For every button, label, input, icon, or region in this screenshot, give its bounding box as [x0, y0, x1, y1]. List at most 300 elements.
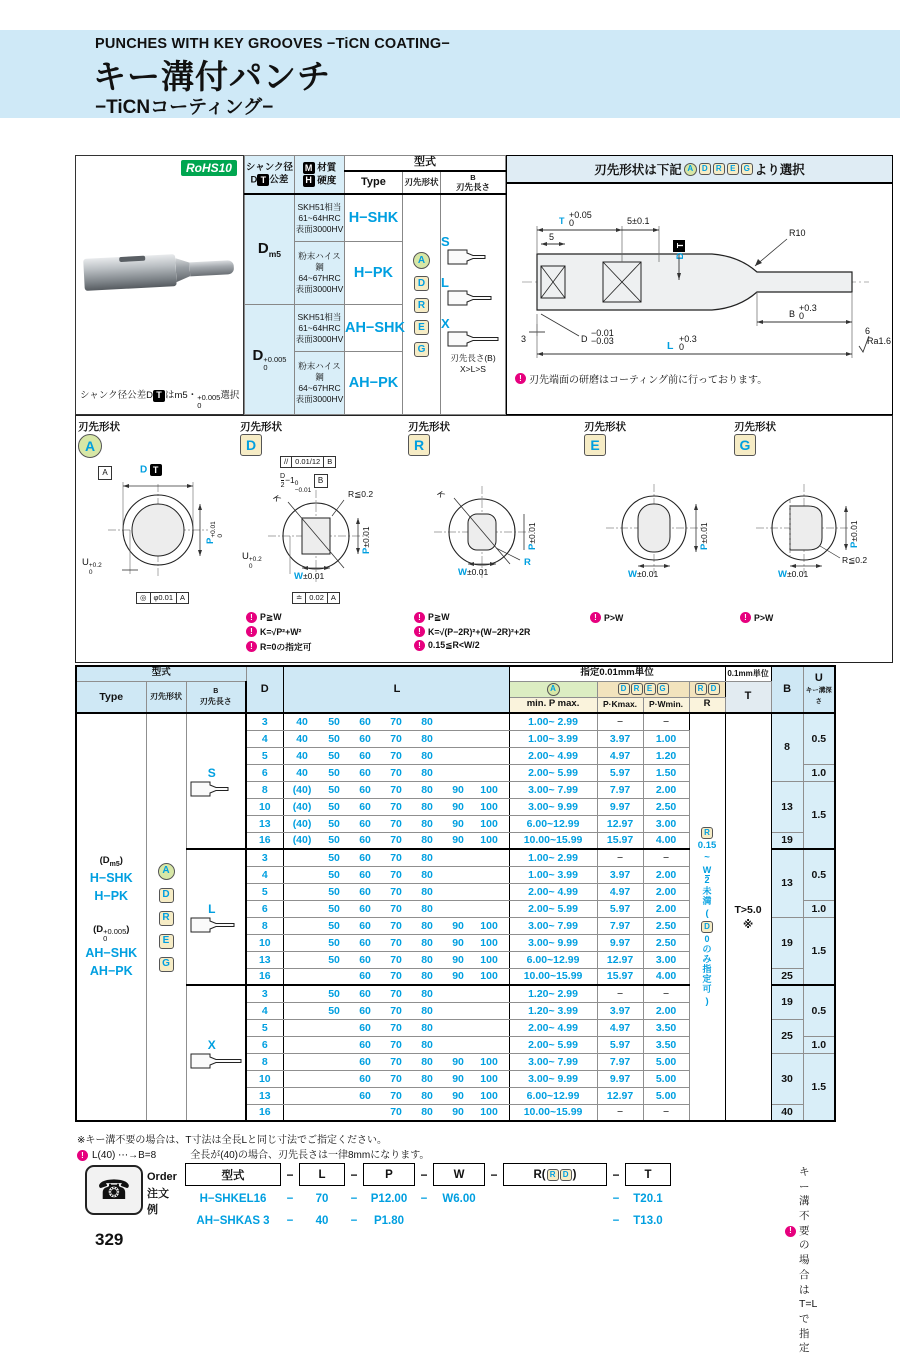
- shape-badge-a: A: [547, 683, 560, 696]
- l-values: 50 60 70 80 90 100: [283, 934, 509, 951]
- svg-text:6: 6: [865, 326, 871, 336]
- shape-badge-e: E: [584, 434, 606, 456]
- shank-dm5: $D_{m5}$: [244, 194, 294, 305]
- b-value: 19: [771, 985, 803, 1019]
- care-icon: !: [590, 612, 601, 623]
- col-header-u: U キー溝深さ: [803, 666, 835, 713]
- p-kmax-value: 9.97: [597, 934, 643, 951]
- l-values: 60 70 80 90 100: [283, 1070, 509, 1087]
- l-values: 40 50 60 70 80: [283, 747, 509, 764]
- tip-length-note: 刃先長さ(B) X>L>S: [450, 352, 496, 374]
- care-icon: !: [414, 612, 425, 623]
- shape-badge-d: D: [159, 888, 174, 903]
- p-kmax-value: 15.97: [597, 832, 643, 849]
- main-table: [75, 665, 836, 1122]
- p-range: 1.00~ 3.99: [509, 866, 597, 883]
- p-range: 3.00~ 9.99: [509, 1070, 597, 1087]
- tip-note: ! P>W: [740, 612, 889, 623]
- col-header-l: L: [283, 666, 509, 713]
- punch-length-icon: [190, 917, 242, 933]
- shape-badge-a: A: [158, 863, 175, 880]
- care-icon: !: [246, 612, 257, 623]
- p-wmin-value: 3.00: [643, 815, 689, 832]
- p-kmax-value: 5.97: [597, 764, 643, 781]
- shape-badge-e: E: [159, 934, 174, 949]
- p-kmax-value: 9.97: [597, 1070, 643, 1087]
- order-example-value: −: [286, 1215, 294, 1227]
- type-h-pk: H−PK: [344, 242, 402, 305]
- d-value: 3: [246, 849, 283, 866]
- p-range: 6.00~12.99: [509, 951, 597, 968]
- col-header-rd-badges: [689, 681, 725, 697]
- p-wmin-value: 2.50: [643, 934, 689, 951]
- p-kmax-value: 7.97: [597, 781, 643, 798]
- material-cell: SKH51相当 61~64HRC 表面3000HV: [294, 194, 344, 242]
- svg-text:−0.01: −0.01: [591, 328, 614, 338]
- p-range: 2.00~ 4.99: [509, 883, 597, 900]
- u-value: 0.5: [803, 849, 835, 900]
- u-value: 1.5: [803, 917, 835, 985]
- order-note: ! キー溝不要の場合は T=Lで指定: [785, 1165, 817, 1356]
- care-icon: !: [246, 641, 257, 652]
- top-section: [75, 155, 893, 415]
- coating-note: ! 刃先端面の研磨はコーティング前に行っております。: [515, 371, 767, 386]
- t-condition-column: T>5.0 ※: [725, 713, 771, 1121]
- tip-card-g: 刃先形状 G P±0.01 W±0.01 R≦0.2 ! P>W: [732, 416, 891, 662]
- p-kmax-value: 3.97: [597, 1002, 643, 1019]
- u-value: 0.5: [803, 985, 835, 1036]
- tip-note: ! K=√P²+W²: [246, 626, 404, 637]
- shape-badge-d: D: [414, 276, 429, 291]
- p-range: 2.00~ 4.99: [509, 747, 597, 764]
- tip-length-group-s: S: [186, 713, 246, 849]
- d-value: 13: [246, 951, 283, 968]
- order-format-row: 型式 − L − P − W − R( R D ) − T: [185, 1163, 671, 1186]
- order-example-value: P12.00: [370, 1193, 408, 1205]
- tip-note: ! P≧W: [246, 612, 404, 623]
- p-kmax-value: 3.97: [597, 866, 643, 883]
- type-label: (D +0.005 0 ): [93, 923, 130, 944]
- col-header-tip-shape: 刃先形状: [146, 681, 186, 713]
- rohs-badge: RoHS10: [181, 160, 237, 176]
- tip-note: ! K=√(P−2R)²+(W−2R)²+2R: [414, 626, 580, 637]
- p-range: 2.00~ 5.99: [509, 1036, 597, 1053]
- p-range: 1.00~ 2.99: [509, 849, 597, 866]
- tip-length-options: [440, 194, 505, 415]
- shape-badge-e: E: [727, 163, 739, 175]
- p-range: 2.00~ 5.99: [509, 900, 597, 917]
- d-value: 8: [246, 1053, 283, 1070]
- l-values: 50 60 70 80: [283, 1002, 509, 1019]
- shape-badge-d: D: [560, 1169, 572, 1181]
- l-values: 70 80 90 100: [283, 1104, 509, 1121]
- shape-badge-a: A: [413, 252, 430, 269]
- u-value: 1.0: [803, 1036, 835, 1053]
- p-wmin-value: 2.50: [643, 917, 689, 934]
- d-value: 6: [246, 1036, 283, 1053]
- shape-badge-r: R: [631, 683, 643, 695]
- p-kmax-value: 12.97: [597, 1087, 643, 1104]
- svg-text:+0.3: +0.3: [799, 303, 817, 313]
- l-values: 60 70 80 90 100: [283, 968, 509, 985]
- l-values: 40 50 60 70 80: [283, 730, 509, 747]
- l-values: 40 50 60 70 80: [283, 764, 509, 781]
- shape-badge-g: G: [657, 683, 669, 695]
- b-value: 40: [771, 1104, 803, 1121]
- footnote-2: ! L(40) ⋯→B=8 全長が(40)の場合、刃先長さは一律8mmになります。: [77, 1148, 429, 1163]
- p-range: 3.00~ 9.99: [509, 934, 597, 951]
- tip-length-x: X: [447, 316, 499, 347]
- p-kmax-value: 3.97: [597, 730, 643, 747]
- spec-header-type: Type: [344, 171, 402, 194]
- col-header-t: T: [725, 681, 771, 713]
- order-example-value: −: [350, 1193, 358, 1205]
- p-kmax-value: 7.97: [597, 1053, 643, 1070]
- l-values: 50 60 70 80: [283, 849, 509, 866]
- header-band: [0, 30, 900, 118]
- d-value: 4: [246, 1002, 283, 1019]
- u-value: 0.5: [803, 713, 835, 764]
- order-example-value: T13.0: [633, 1215, 663, 1227]
- product-photo: [75, 155, 244, 415]
- svg-text:0: 0: [799, 311, 805, 321]
- col-header-unit01: 0.1mm単位: [725, 666, 771, 681]
- punch-photo-image: [83, 247, 235, 299]
- tip-shape-badges: [402, 194, 440, 415]
- type-label: $(D_{m5})$: [99, 855, 123, 869]
- shape-badge-a: A: [684, 163, 697, 176]
- p-wmin-value: 5.00: [643, 1070, 689, 1087]
- punch-length-icon: [447, 290, 499, 306]
- footnote-1: ※キー溝不要の場合は、T寸法は全長Lと同じ寸法でご指定ください。: [77, 1135, 388, 1146]
- care-icon: !: [414, 640, 425, 651]
- care-icon: !: [785, 1226, 796, 1237]
- order-example-value: AH−SHKAS 3: [196, 1215, 270, 1227]
- order-example-value: −: [612, 1215, 620, 1227]
- spec-header-material: M 材質 H 硬度: [294, 156, 344, 195]
- u-value: 1.5: [803, 1053, 835, 1121]
- d-value: 5: [246, 747, 283, 764]
- shape-badge-e: E: [644, 683, 656, 695]
- order-box: T: [625, 1163, 671, 1186]
- u-value: 1.0: [803, 900, 835, 917]
- p-kmax-value: −: [597, 849, 643, 866]
- p-wmin-value: 3.50: [643, 1036, 689, 1053]
- punch-length-icon: [447, 249, 499, 265]
- m-badge-icon: M: [303, 162, 315, 174]
- r-range-column: R 0.15 ~ W 2 未満 ( D 0のみ指定可 ): [689, 713, 725, 1121]
- tip-note: ! P>W: [590, 612, 730, 623]
- order-example-value: W6.00: [442, 1193, 476, 1205]
- d-value: 13: [246, 1087, 283, 1104]
- p-wmin-value: 4.00: [643, 968, 689, 985]
- tip-shape-badge-column: [146, 713, 186, 1121]
- b-value: 19: [771, 917, 803, 968]
- p-kmax-value: −: [597, 985, 643, 1002]
- p-kmax-value: 12.97: [597, 951, 643, 968]
- b-value: 25: [771, 968, 803, 985]
- l-values: 40 50 60 70 80: [283, 713, 509, 730]
- drawing-title: 刃先形状は下記 A D R E G より選択: [507, 156, 892, 184]
- col-header-tip-length: B 刃先長さ: [186, 681, 246, 713]
- p-kmax-value: 5.97: [597, 1036, 643, 1053]
- shape-badge-g: G: [734, 434, 756, 456]
- shank-d0005: D +0.005 0: [244, 305, 294, 415]
- p-wmin-value: 2.50: [643, 798, 689, 815]
- l-values: (40) 50 60 70 80 90 100: [283, 832, 509, 849]
- tip-card-d: 刃先形状 D // 0.01/12 B $\frac{D}{2}$ −1 0 −0.01 B R≦0.2 K P±0.01 W±0.01 U +0.2 0 ≐ 0.02 A ! P≧W ! K=√P²+W² ! R=0の指定可: [238, 416, 406, 662]
- phone-icon: ☎: [85, 1165, 143, 1215]
- col-header-p-kmax: P·Kmax.: [597, 697, 643, 713]
- l-values: 50 60 70 80 90 100: [283, 917, 509, 934]
- svg-text:+0.05: +0.05: [569, 210, 592, 220]
- l-values: 50 60 70 80: [283, 866, 509, 883]
- shape-badge-d: D: [701, 921, 713, 933]
- order-box: W: [433, 1163, 485, 1186]
- l-values: 50 60 70 80: [283, 985, 509, 1002]
- l-values: 50 60 70 80 90 100: [283, 951, 509, 968]
- svg-text:D: D: [675, 252, 686, 260]
- svg-text:0: 0: [679, 342, 685, 352]
- h-badge-icon: H: [303, 175, 315, 187]
- l-values: 60 70 80: [283, 1036, 509, 1053]
- d-value: 16: [246, 832, 283, 849]
- care-icon: !: [414, 626, 425, 637]
- l-values: 60 70 80: [283, 1019, 509, 1036]
- p-range: 10.00~15.99: [509, 1104, 597, 1121]
- d-value: 8: [246, 781, 283, 798]
- d-value: 5: [246, 883, 283, 900]
- order-example-value: −: [420, 1193, 428, 1205]
- shape-badge-g: G: [741, 163, 753, 175]
- order-box: P: [363, 1163, 415, 1186]
- p-range: 3.00~ 7.99: [509, 1053, 597, 1070]
- care-icon: !: [740, 612, 751, 623]
- col-header-d: D: [246, 666, 283, 713]
- p-wmin-value: 2.00: [643, 900, 689, 917]
- p-range: 10.00~15.99: [509, 832, 597, 849]
- d-value: 3: [246, 985, 283, 1002]
- material-cell: SKH51相当 61~64HRC 表面3000HV: [294, 305, 344, 352]
- tip-length-s: S: [447, 234, 499, 265]
- order-box-r: R( R D ): [503, 1163, 607, 1186]
- table-row: [76, 713, 835, 730]
- u-value: 1.0: [803, 764, 835, 781]
- shape-badge-r: R: [701, 827, 713, 839]
- punch-length-icon: [190, 1053, 242, 1069]
- spec-header-tip-length: B 刃先長さ: [440, 171, 505, 194]
- type-h-shk: H−SHK: [344, 194, 402, 242]
- p-wmin-value: −: [643, 849, 689, 866]
- shape-badge-r: R: [159, 911, 174, 926]
- p-wmin-value: −: [643, 985, 689, 1002]
- l-values: 60 70 80 90 100: [283, 1053, 509, 1070]
- material-cell: 粉末ハイス鋼 64~67HRC 表面3000HV: [294, 242, 344, 305]
- p-wmin-value: 2.00: [643, 1002, 689, 1019]
- order-example-value: −: [350, 1215, 358, 1227]
- svg-text:5: 5: [549, 232, 555, 242]
- p-range: 3.00~ 9.99: [509, 798, 597, 815]
- d-value: 10: [246, 798, 283, 815]
- b-value: 25: [771, 1019, 803, 1053]
- b-value: 19: [771, 832, 803, 849]
- shape-badge-r: R: [695, 683, 707, 695]
- col-header-type: Type: [76, 681, 146, 713]
- shape-badge-e: E: [414, 320, 429, 335]
- care-icon: !: [515, 373, 526, 384]
- shape-badge-r: R: [547, 1169, 559, 1181]
- p-kmax-value: 7.97: [597, 917, 643, 934]
- datum-a: A: [98, 466, 112, 480]
- col-header-r: R: [689, 697, 725, 713]
- p-wmin-value: 1.20: [643, 747, 689, 764]
- shape-badge-r: R: [713, 163, 725, 175]
- tip-length-group-l: L: [186, 849, 246, 985]
- spec-header-tip-shape: 刃先形状: [402, 171, 440, 194]
- order-box: L: [299, 1163, 345, 1186]
- d-value: 3: [246, 713, 283, 730]
- type-label: AH−SHK: [85, 946, 138, 961]
- order-example-row: [185, 1193, 671, 1205]
- p-wmin-value: 2.00: [643, 866, 689, 883]
- spec-header-model: 型式: [344, 156, 505, 171]
- shape-badge-r: R: [408, 434, 430, 456]
- shape-badge-g: G: [414, 342, 429, 357]
- t-badge-icon: T: [150, 464, 162, 476]
- col-header-unit001: 指定0.01mm単位: [509, 666, 725, 681]
- p-wmin-value: 4.00: [643, 832, 689, 849]
- page-subtitle: −TiCNコーティング−: [95, 97, 274, 118]
- p-range: 3.00~ 7.99: [509, 781, 597, 798]
- type-label: H−SHK: [89, 871, 133, 886]
- order-example-value: −: [612, 1193, 620, 1205]
- p-kmax-value: −: [597, 713, 643, 730]
- svg-text:−0.03: −0.03: [591, 336, 614, 346]
- order-example-value: P1.80: [373, 1215, 405, 1227]
- p-range: 1.20~ 3.99: [509, 1002, 597, 1019]
- shape-badge-a: A: [78, 434, 102, 458]
- b-value: 13: [771, 849, 803, 917]
- d-value: 4: [246, 866, 283, 883]
- svg-text:Ra1.6: Ra1.6: [867, 336, 892, 346]
- svg-text:R10: R10: [789, 228, 806, 238]
- type-ah-shk: AH−SHK: [344, 305, 402, 352]
- dimension-drawing: [506, 155, 893, 415]
- l-values: 50 60 70 80: [283, 900, 509, 917]
- shape-badge-d: D: [618, 683, 630, 695]
- l-values: (40) 50 60 70 80 90 100: [283, 781, 509, 798]
- p-range: 3.00~ 7.99: [509, 917, 597, 934]
- l-values: (40) 50 60 70 80 90 100: [283, 798, 509, 815]
- order-example-value: 70: [315, 1193, 329, 1205]
- p-wmin-value: −: [643, 1104, 689, 1121]
- tip-note: ! R=0の指定可: [246, 640, 404, 653]
- order-box: 型式: [185, 1163, 281, 1186]
- punch-length-icon: [190, 781, 242, 797]
- svg-text:+0.3: +0.3: [679, 334, 697, 344]
- order-example-row: [185, 1215, 671, 1227]
- p-range: 6.00~12.99: [509, 1087, 597, 1104]
- p-range: 1.00~ 3.99: [509, 730, 597, 747]
- p-range: 10.00~15.99: [509, 968, 597, 985]
- svg-text:D: D: [581, 334, 588, 344]
- l-values: (40) 50 60 70 80 90 100: [283, 815, 509, 832]
- p-wmin-value: 2.00: [643, 883, 689, 900]
- order-example-value: T20.1: [633, 1193, 663, 1205]
- type-column: [76, 713, 146, 1121]
- p-wmin-value: 1.00: [643, 730, 689, 747]
- order-label: Order 注文例: [147, 1171, 177, 1216]
- shape-badge-g: G: [159, 957, 174, 972]
- order-example-value: −: [286, 1193, 294, 1205]
- svg-text:L: L: [667, 340, 674, 352]
- spec-table: [244, 155, 506, 415]
- p-kmax-value: −: [597, 1104, 643, 1121]
- page-title: キー溝付パンチ: [93, 58, 331, 95]
- col-header-p-wmin: P·Wmin.: [643, 697, 689, 713]
- type-label: H−PK: [94, 888, 129, 903]
- p-wmin-value: −: [643, 713, 689, 730]
- p-range: 2.00~ 5.99: [509, 764, 597, 781]
- punch-side-view: [507, 184, 892, 389]
- p-wmin-value: 5.00: [643, 1087, 689, 1104]
- svg-text:3: 3: [521, 334, 527, 344]
- d-value: 4: [246, 730, 283, 747]
- shank-tolerance-note: シャンク径公差D T はm5・ +0.005 0 選択: [80, 390, 240, 411]
- shape-badge-d: D: [699, 163, 711, 175]
- b-value: 8: [771, 713, 803, 781]
- p-wmin-value: 3.00: [643, 951, 689, 968]
- shape-badge-r: R: [414, 298, 429, 313]
- p-kmax-value: 4.97: [597, 747, 643, 764]
- d-value: 10: [246, 1070, 283, 1087]
- footnotes: [77, 1133, 429, 1163]
- svg-text:0: 0: [569, 218, 575, 228]
- l-values: 50 60 70 80: [283, 883, 509, 900]
- type-label: AH−PK: [89, 964, 133, 979]
- t-badge-icon: T: [257, 174, 269, 186]
- p-kmax-value: 12.97: [597, 815, 643, 832]
- d-value: 6: [246, 900, 283, 917]
- d-value: 16: [246, 968, 283, 985]
- material-cell: 粉末ハイス鋼 64~67HRC 表面3000HV: [294, 352, 344, 415]
- tip-card-a: 刃先形状 A A D T P +0.01 0 U +0.2 0 ◎ φ0.01 A: [78, 421, 224, 602]
- p-range: 1.20~ 2.99: [509, 985, 597, 1002]
- shape-badge-d: D: [708, 683, 720, 695]
- type-ah-pk: AH−PK: [344, 352, 402, 415]
- tip-note: ! 0.15≦R<W/2: [414, 640, 580, 651]
- col-header-b: B: [771, 666, 803, 713]
- col-header-dreg-badges: [597, 681, 689, 697]
- care-icon: !: [77, 1150, 88, 1161]
- shape-badge-d: D: [240, 434, 262, 456]
- tip-card-e: 刃先形状 E P±0.01 W±0.01 ! P>W: [582, 416, 732, 662]
- svg-text:B: B: [789, 309, 796, 319]
- page-title-en: PUNCHES WITH KEY GROOVES −TiCN COATING−: [95, 36, 451, 52]
- tip-shape-cards: [75, 415, 893, 663]
- svg-text:5±0.1: 5±0.1: [627, 216, 650, 226]
- p-wmin-value: 2.00: [643, 781, 689, 798]
- d-value: 6: [246, 764, 283, 781]
- p-kmax-value: 5.97: [597, 900, 643, 917]
- d-value: 13: [246, 815, 283, 832]
- t-badge-icon: T: [153, 390, 165, 402]
- p-kmax-value: 4.97: [597, 1019, 643, 1036]
- b-value: 13: [771, 781, 803, 832]
- tip-note: ! P≧W: [414, 612, 580, 623]
- d-value: 8: [246, 917, 283, 934]
- care-icon: !: [246, 626, 257, 637]
